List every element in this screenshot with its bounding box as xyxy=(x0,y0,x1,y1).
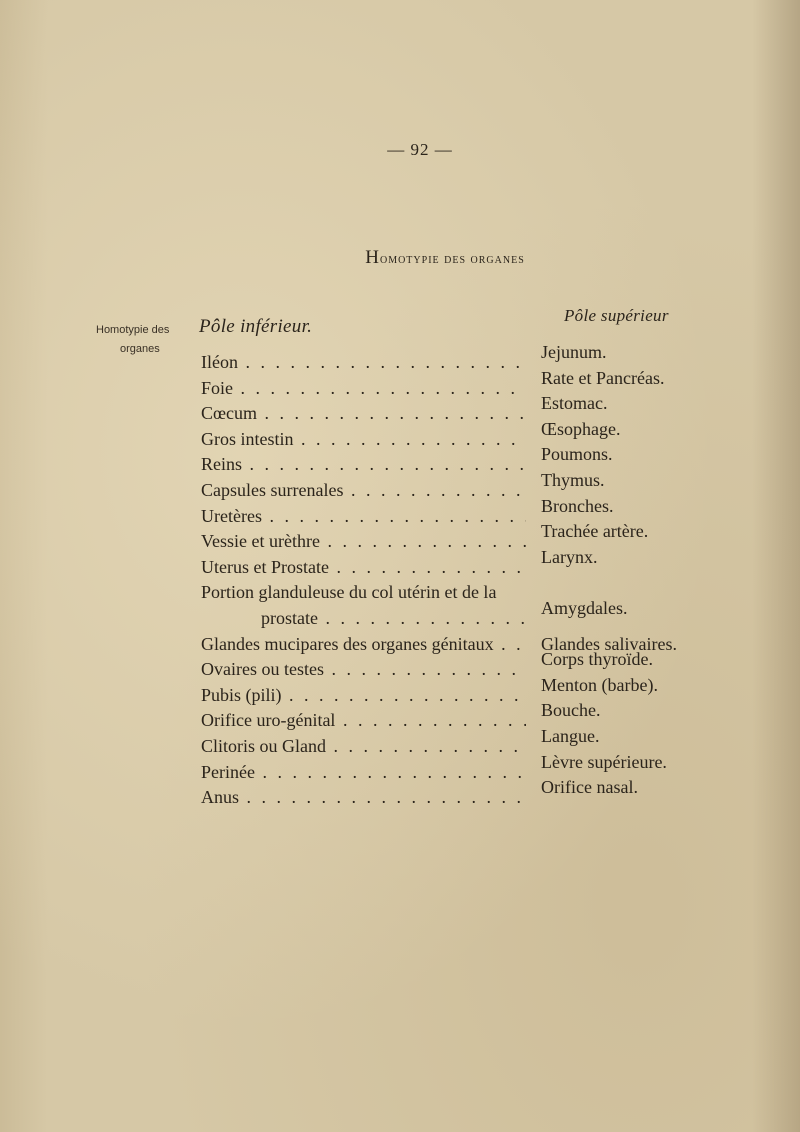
list-row xyxy=(0,367,800,404)
upper-organ: Jejunum. xyxy=(541,342,607,362)
upper-organ: Poumons. xyxy=(541,444,613,465)
lower-organ: Foie . . . xyxy=(201,378,526,399)
list-row xyxy=(0,649,800,685)
upper-organ: Œsophage. xyxy=(541,418,621,439)
upper-organ: Orifice nasal. xyxy=(541,777,638,798)
upper-organ: Estomac. xyxy=(541,393,608,414)
upper-organ: Corps thyroïde. xyxy=(541,649,653,670)
list-row xyxy=(0,725,800,762)
list-row xyxy=(0,418,800,455)
list-row xyxy=(0,444,800,480)
lower-organ: Vessie et urèthre . . . xyxy=(201,531,526,552)
page-number: — 92 — xyxy=(387,140,453,159)
lower-organ: Cœcum . . . xyxy=(201,403,526,424)
list-row xyxy=(0,469,800,506)
lower-organ: Uretères . . . xyxy=(201,506,526,527)
list-row xyxy=(0,393,800,429)
upper-organ: Langue. xyxy=(541,725,600,746)
list-row xyxy=(0,777,800,813)
lower-organ: Ovaires ou testes . . . xyxy=(201,659,526,680)
upper-organ: Thymus. xyxy=(541,469,605,490)
lower-organ: Perinée . . . xyxy=(201,762,526,783)
lower-organ: Anus . . . xyxy=(201,787,526,808)
lower-organ: prostate . . . xyxy=(201,608,526,629)
list-row xyxy=(0,700,800,736)
margin-note-line-2: organes xyxy=(120,343,160,355)
list-row xyxy=(0,495,800,532)
upper-organ: Bouche. xyxy=(541,700,601,721)
lower-organ: Pubis (pili) . . . xyxy=(201,685,526,706)
organ-correspondence-list xyxy=(0,342,800,813)
list-row xyxy=(0,597,800,634)
list-row xyxy=(0,582,800,608)
lower-organ: Iléon . . . xyxy=(201,352,526,373)
lower-organ: Uterus et Prostate . . . xyxy=(201,557,526,578)
column-heading-upper-pole: Pôle supérieur xyxy=(564,306,669,325)
lower-organ: Clitoris ou Gland . . . xyxy=(201,736,526,757)
upper-organ: Glandes salivaires. xyxy=(541,633,677,654)
lower-organ: Capsules surrenales . . . xyxy=(201,480,526,501)
upper-organ: Rate et Pancréas. xyxy=(541,367,665,388)
list-row xyxy=(0,634,800,660)
column-heading-lower-pole: Pôle inférieur. xyxy=(199,316,313,337)
lower-organ: Gros intestin . . . xyxy=(201,429,526,450)
lower-organ: Reins . . . xyxy=(201,454,526,475)
section-title: Homotypie des organes xyxy=(365,247,525,268)
margin-note-line-1: Homotypie des xyxy=(96,324,170,336)
upper-organ: Lèvre supérieure. xyxy=(541,751,667,772)
upper-organ: Larynx. xyxy=(541,546,598,567)
list-row xyxy=(0,674,800,711)
lower-organ: Glandes mucipares des organes génitaux . . . xyxy=(201,634,526,655)
list-row xyxy=(0,751,800,788)
lower-organ: Orifice uro-génital . . . xyxy=(201,710,526,731)
upper-organ: Menton (barbe). xyxy=(541,674,658,695)
lower-organ: Portion glanduleuse du col utérin et de la xyxy=(201,582,497,603)
list-row xyxy=(0,521,800,557)
upper-organ: Trachée artère. xyxy=(541,521,649,542)
upper-organ: Bronches. xyxy=(541,495,614,516)
upper-organ: Amygdales. xyxy=(541,597,628,618)
list-row xyxy=(0,546,800,583)
